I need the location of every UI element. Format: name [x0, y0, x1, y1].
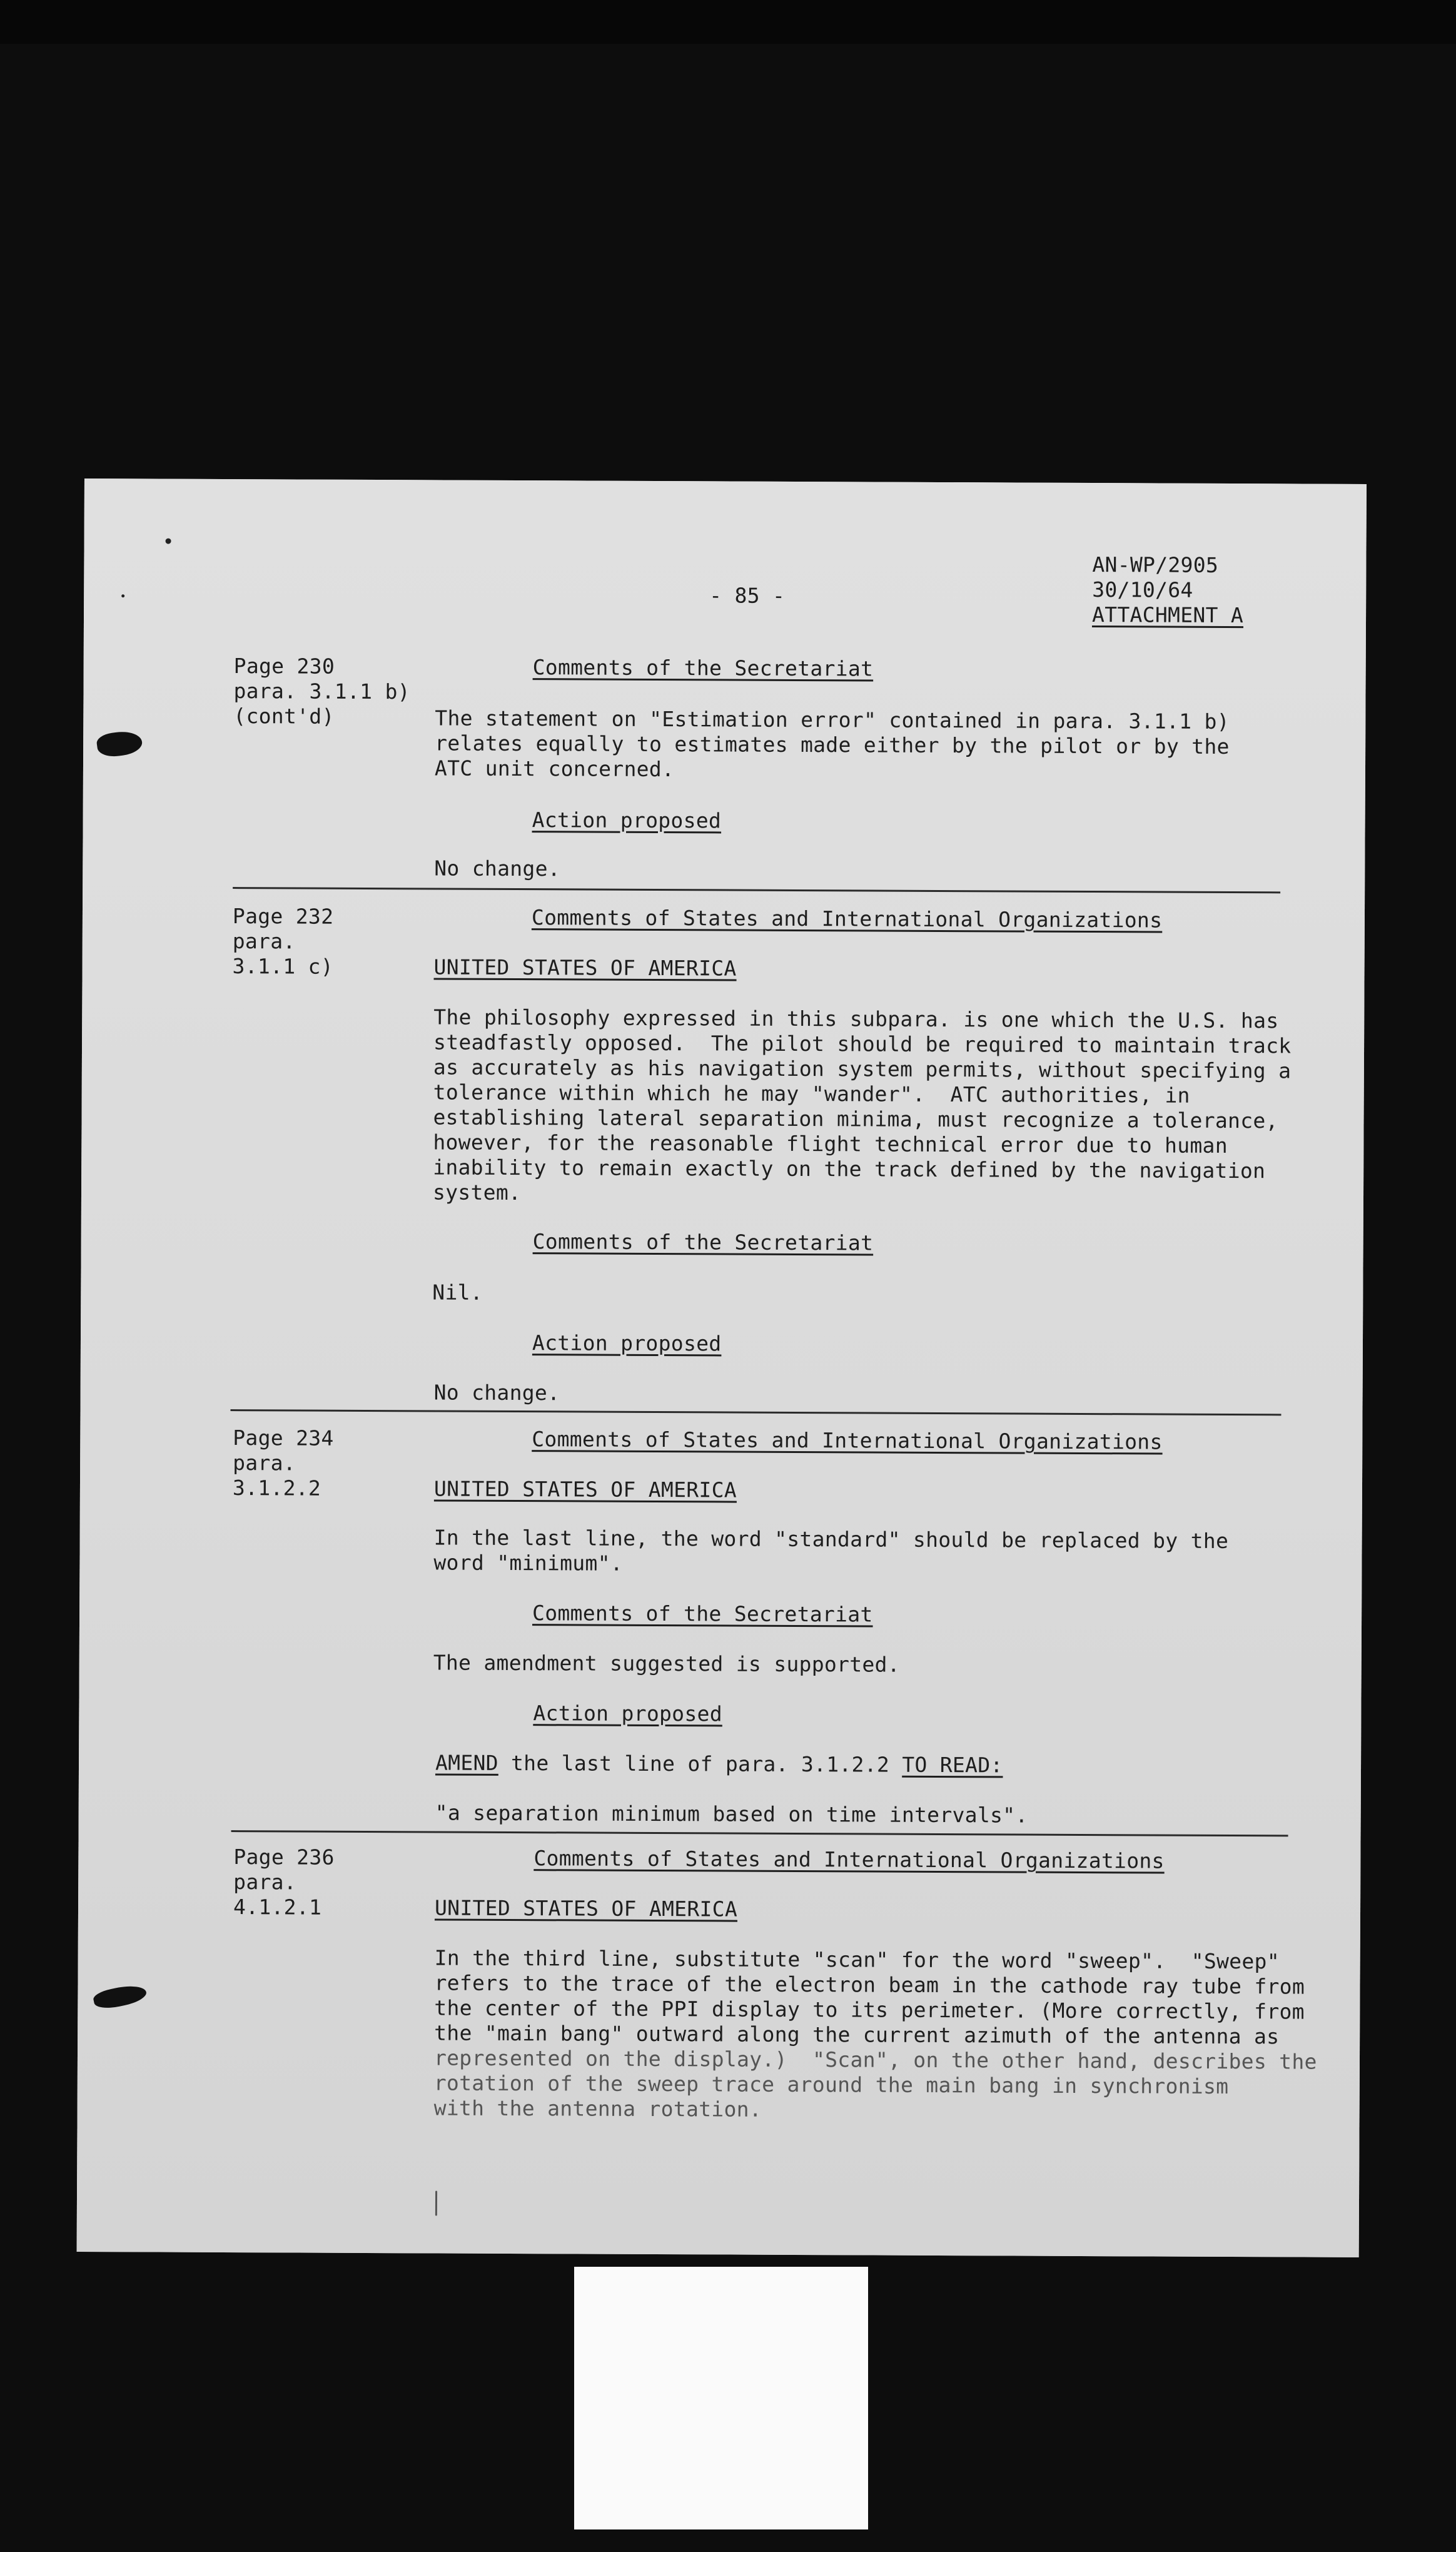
- section-divider: [230, 1409, 1281, 1415]
- section-ref-line: 3.1.1 c): [232, 954, 334, 979]
- section-ref-line: 4.1.2.1: [233, 1895, 322, 1920]
- paragraph-line: rotation of the sweep trace around the main bang in synchronism: [433, 2070, 1229, 2099]
- paragraph-line: with the antenna rotation.: [433, 2095, 762, 2122]
- punch-hole-mark: [96, 729, 143, 759]
- document-page: [77, 478, 1367, 2257]
- paragraph-line: The statement on "Estimation error" contained in para. 3.1.1 b): [435, 706, 1230, 734]
- to-read-keyword: TO READ:: [902, 1752, 1003, 1778]
- scan-speck: [435, 2190, 437, 2215]
- action-text: No change.: [433, 1380, 560, 1405]
- section-divider: [231, 1830, 1288, 1836]
- film-edge: [0, 0, 1456, 44]
- paragraph-line: ATC unit concerned.: [434, 756, 675, 782]
- secretariat-heading: Comments of the Secretariat: [532, 1601, 873, 1627]
- secretariat-text: The amendment suggested is supported.: [433, 1650, 901, 1677]
- paragraph-line: as accurately as his navigation system permits, without specifying a: [433, 1055, 1292, 1083]
- doc-reference: AN-WP/2905: [1092, 552, 1219, 577]
- punch-hole-mark: [92, 1982, 148, 2012]
- paragraph-line: establishing lateral separation minima, must recognize a tolerance,: [433, 1105, 1278, 1133]
- paragraph-line: word "minimum".: [433, 1550, 624, 1576]
- amend-quote: "a separation minimum based on time intervals".: [435, 1800, 1028, 1828]
- doc-date: 30/10/64: [1092, 577, 1193, 602]
- paragraph-line: steadfastly opposed. The pilot should be required to maintain track: [433, 1030, 1292, 1058]
- section-ref-line: Page 234: [233, 1425, 334, 1451]
- paragraph-line: the "main bang" outward along the current azimuth of the antenna as: [434, 2020, 1280, 2049]
- amend-keyword: AMEND: [435, 1750, 498, 1775]
- section-ref-line: para.: [233, 1870, 297, 1895]
- section-ref-line: para. 3.1.1 b): [233, 679, 410, 704]
- paragraph-line: the center of the PPI display to its perimeter. (More correctly, from: [434, 1995, 1305, 2024]
- action-text: No change.: [434, 856, 561, 881]
- scan-speck: [121, 594, 124, 597]
- action-heading: Action proposed: [533, 1701, 722, 1726]
- secretariat-heading: Comments of the Secretariat: [532, 655, 874, 681]
- country-heading: UNITED STATES OF AMERICA: [433, 954, 737, 981]
- states-heading: Comments of States and International Organizations: [532, 1427, 1163, 1454]
- blank-target-card: [574, 2267, 868, 2529]
- section-ref-line: Page 236: [233, 1845, 335, 1870]
- secretariat-heading: Comments of the Secretariat: [532, 1229, 874, 1255]
- paragraph-line: system.: [432, 1180, 522, 1205]
- attachment-label: ATTACHMENT A: [1091, 602, 1244, 628]
- paragraph-line: inability to remain exactly on the track defined by the navigation: [433, 1155, 1266, 1183]
- section-ref-line: Page 230: [233, 654, 335, 679]
- scan-speck: [166, 539, 171, 544]
- paragraph-line: The philosophy expressed in this subpara. is one which the U.S. has: [433, 1005, 1279, 1033]
- country-heading: UNITED STATES OF AMERICA: [433, 1476, 737, 1502]
- paragraph-line: however, for the reasonable flight technical error due to human: [433, 1130, 1228, 1158]
- section-ref-line: 3.1.2.2: [232, 1476, 321, 1501]
- amend-instruction: [435, 1749, 1003, 1778]
- section-ref-line: Page 232: [232, 904, 334, 929]
- page-number: - 85 -: [709, 583, 786, 608]
- section-ref-line: (cont'd): [233, 704, 335, 729]
- action-heading: Action proposed: [532, 808, 722, 833]
- section-ref-line: para.: [233, 1451, 296, 1476]
- paragraph-line: In the last line, the word "standard" should be replaced by the: [433, 1525, 1229, 1553]
- section-ref-line: para.: [232, 929, 296, 954]
- paragraph-line: relates equally to estimates made either by the pilot or by the: [435, 731, 1230, 759]
- paragraph-line: tolerance within which he may "wander". ATC authorities, in: [433, 1080, 1190, 1108]
- paragraph-line: In the third line, substitute "scan" for the word "sweep". "Sweep": [434, 1945, 1280, 1974]
- paragraph-line: refers to the trace of the electron beam in the cathode ray tube from: [434, 1970, 1305, 1999]
- secretariat-text: Nil.: [432, 1280, 483, 1305]
- states-heading: Comments of States and International Organizations: [531, 905, 1163, 933]
- section-divider: [233, 887, 1280, 893]
- amend-middle: the last line of para. 3.1.2.2: [498, 1750, 902, 1777]
- country-heading: UNITED STATES OF AMERICA: [434, 1895, 738, 1922]
- paragraph-line: represented on the display.) "Scan", on the other hand, describes the: [433, 2045, 1317, 2074]
- action-heading: Action proposed: [532, 1330, 722, 1356]
- states-heading: Comments of States and International Organizations: [533, 1846, 1165, 1873]
